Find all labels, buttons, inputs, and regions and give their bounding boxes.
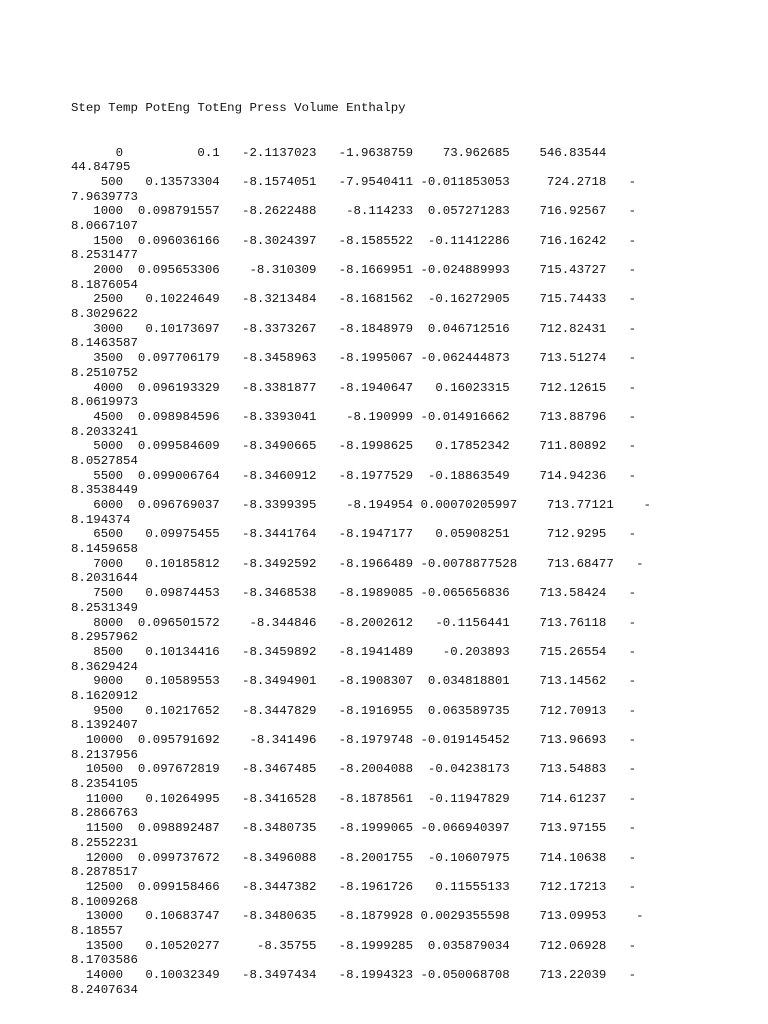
log-line: 500 0.13573304 -8.1574051 -7.9540411 -0.011853053 724.2718 - [71,174,637,189]
log-line: 8.1876054 [71,277,138,292]
log-line: 8.194374 [71,512,131,527]
log-line: 4500 0.098984596 -8.3393041 -8.190999 -0.014916662 713.88796 - [71,409,637,424]
log-line: 8.2354105 [71,777,138,792]
log-line: 6000 0.096769037 -8.3399395 -8.194954 0.00070205997 713.77121 - [71,498,651,512]
log-line: 8.2866763 [71,806,138,821]
log-line: 44.84795 [71,160,131,175]
log-line: 8.1009268 [71,894,138,909]
log-line: 10500 0.097672819 -8.3467485 -8.2004088 -0.04238173 713.54883 - [71,762,637,777]
log-line: 5500 0.099006764 -8.3460912 -8.1977529 -0.18863549 714.94236 - [71,468,637,483]
log-line: 11500 0.098892487 -8.3480735 -8.1999065 -0.066940397 713.97155 - [71,821,637,836]
log-line: 8.1620912 [71,688,138,703]
log-line: 14000 0.10032349 -8.3497434 -8.1994323 -0.050068708 713.22039 - [71,968,637,982]
log-line: 8.1392407 [71,718,138,733]
log-line: 8.2531349 [71,600,138,615]
log-line: 8.2957962 [71,630,138,645]
log-line: 1500 0.096036166 -8.3024397 -8.1585522 -0.11412286 716.16242 - [71,233,637,248]
log-line: 0 0.1 -2.1137023 -1.9638759 73.962685 546.83544 [71,145,607,160]
log-line: 8000 0.096501572 -8.344846 -8.2002612 -0.1156441 713.76118 - [71,615,637,630]
log-line: 8.0527854 [71,453,138,468]
log-line: 6500 0.09975455 -8.3441764 -8.1947177 0.05908251 712.9295 - [71,527,637,542]
log-line: 8.2407634 [71,982,138,997]
log-line: 8.0619973 [71,395,138,410]
log-line: 9000 0.10589553 -8.3494901 -8.1908307 0.034818801 713.14562 - [71,674,637,689]
log-line: 3000 0.10173697 -8.3373267 -8.1848979 0.046712516 712.82431 - [71,321,637,336]
column-header-line: Step Temp PotEng TotEng Press Volume Enthalpy [71,101,406,116]
log-line: 8500 0.10134416 -8.3459892 -8.1941489 -0.203893 715.26554 - [71,644,637,659]
log-line: 7.9639773 [71,189,138,204]
log-line: 8.2031644 [71,571,138,586]
log-line: 8.2510752 [71,365,138,380]
log-line: 12500 0.099158466 -8.3447382 -8.1961726 0.11555133 712.17213 - [71,879,637,894]
log-line: 1000 0.098791557 -8.2622488 -8.114233 0.057271283 716.92567 - [71,204,637,219]
log-line: 2500 0.10224649 -8.3213484 -8.1681562 -0.16272905 715.74433 - [71,292,637,307]
log-line: 4000 0.096193329 -8.3381877 -8.1940647 0.16023315 712.12615 - [71,380,637,395]
log-line: 8.2531477 [71,248,138,263]
log-line: 8.1459658 [71,542,138,557]
log-line: 9500 0.10217652 -8.3447829 -8.1916955 0.063589735 712.70913 - [71,703,637,718]
log-line: 8.0667107 [71,218,138,233]
log-line: 8.3629424 [71,659,138,674]
log-line: 10000 0.095791692 -8.341496 -8.1979748 -0.019145452 713.96693 - [71,733,637,747]
log-line: 12000 0.099737672 -8.3496088 -8.2001755 -0.10607975 714.10638 - [71,850,637,865]
log-line: 5000 0.099584609 -8.3490665 -8.1998625 0.17852342 711.80892 - [71,439,637,454]
log-line: 13500 0.10520277 -8.35755 -8.1999285 0.035879034 712.06928 - [71,938,637,953]
log-line: 8.18557 [71,923,124,938]
log-line: 7000 0.10185812 -8.3492592 -8.1966489 -0.0078877528 713.68477 - [71,556,644,571]
log-line: 2000 0.095653306 -8.310309 -8.1669951 -0.024889993 715.43727 - [71,263,637,277]
log-line: 8.2552231 [71,835,138,850]
log-line: 8.1703586 [71,953,138,968]
log-line: 8.3538449 [71,483,138,498]
log-line: 8.3029622 [71,307,138,322]
log-line: 8.2033241 [71,424,138,439]
log-line: 11000 0.10264995 -8.3416528 -8.1878561 -0.11947829 714.61237 - [71,791,637,806]
thermo-output-log [71,72,651,1012]
log-line: 8.2878517 [71,865,138,880]
thermo-rows [71,146,651,998]
log-line: 7500 0.09874453 -8.3468538 -8.1989085 -0.065656836 713.58424 - [71,586,637,601]
log-line: 3500 0.097706179 -8.3458963 -8.1995067 -0.062444873 713.51274 - [71,351,637,366]
log-line: 8.2137956 [71,747,138,762]
log-line: 8.1463587 [71,336,138,351]
log-line: 13000 0.10683747 -8.3480635 -8.1879928 0.0029355598 713.09953 - [71,909,644,924]
